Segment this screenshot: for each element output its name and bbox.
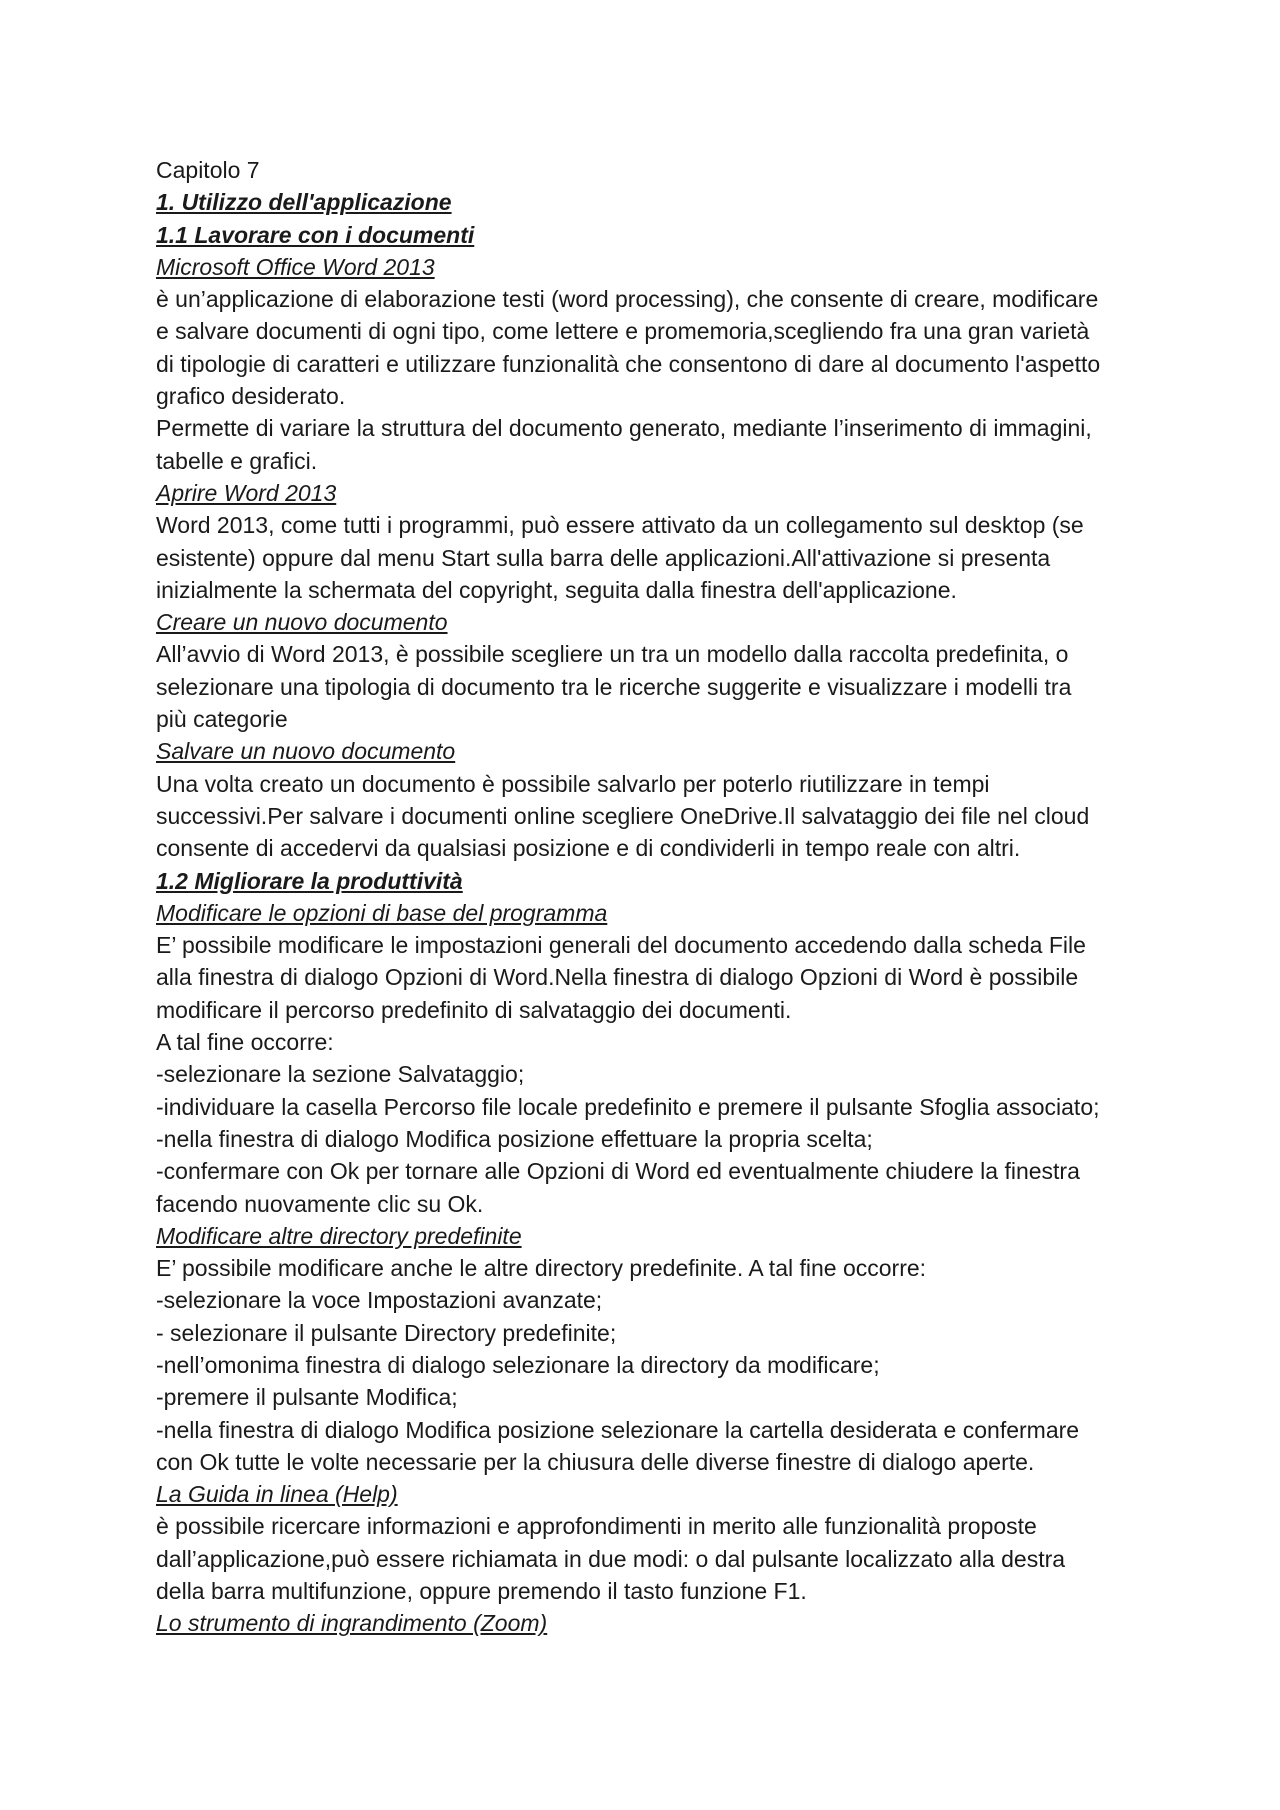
subheading-guida-in-linea: La Guida in linea (Help): [156, 1481, 398, 1508]
text-line: All’avvio di Word 2013, è possibile scegliere un tra un modello dalla raccolta predefinita, o: [156, 641, 1069, 668]
text-line: A tal fine occorre:: [156, 1029, 334, 1056]
text-line: E’ possibile modificare anche le altre directory predefinite. A tal fine occorre:: [156, 1255, 927, 1282]
subheading-aprire-word: Aprire Word 2013: [156, 479, 337, 506]
text-line: successivi.Per salvare i documenti online scegliere OneDrive.Il salvataggio dei file nel cloud: [156, 802, 1090, 829]
text-line: dall’applicazione,può essere richiamata in due modi: o dal pulsante localizzato alla destra: [156, 1545, 1066, 1572]
text-line: modificare il percorso predefinito di salvataggio dei documenti.: [156, 996, 792, 1023]
text-line: esistente) oppure dal menu Start sulla barra delle applicazioni.All'attivazione si presenta: [156, 544, 1051, 571]
text-line: inizialmente la schermata del copyright, seguita dalla finestra dell'applicazione.: [156, 576, 957, 603]
text-line: alla finestra di dialogo Opzioni di Word.Nella finestra di dialogo Opzioni di Word è possibile: [156, 964, 1079, 991]
subheading-salvare-documento: Salvare un nuovo documento: [156, 738, 456, 765]
text-line: Permette di variare la struttura del documento generato, mediante l’inserimento di immagini,: [156, 415, 1092, 442]
text-line: -nella finestra di dialogo Modifica posizione effettuare la propria scelta;: [156, 1125, 873, 1152]
text-line: è possibile ricercare informazioni e approfondimenti in merito alle funzionalità proposte: [156, 1513, 1037, 1540]
subheading-opzioni-base: Modificare le opzioni di base del programma: [156, 899, 608, 926]
subheading-word-2013: Microsoft Office Word 2013: [156, 253, 435, 280]
text-line: più categorie: [156, 706, 288, 733]
text-line: tabelle e grafici.: [156, 447, 318, 474]
paragraph-salvare-documento: [156, 768, 1156, 865]
paragraph-opzioni-base: [156, 929, 1156, 1220]
text-line: grafico desiderato.: [156, 383, 346, 410]
subheading-creare-documento: Creare un nuovo documento: [156, 609, 448, 636]
text-line: -selezionare la sezione Salvataggio;: [156, 1061, 525, 1088]
text-line: della barra multifunzione, oppure premendo il tasto funzione F1.: [156, 1578, 807, 1605]
chapter-label: Capitolo 7: [156, 157, 260, 183]
text-line: e salvare documenti di ogni tipo, come lettere e promemoria,scegliendo fra una gran varietà: [156, 318, 1090, 345]
text-line: -confermare con Ok per tornare alle Opzioni di Word ed eventualmente chiudere la finestra: [156, 1158, 1080, 1185]
paragraph-altre-directory: [156, 1252, 1156, 1478]
document-page: [156, 154, 1156, 1640]
text-line: consente di accedervi da qualsiasi posizione e di condividerli in tempo reale con altri.: [156, 835, 1021, 862]
paragraph-creare-documento: [156, 638, 1156, 735]
text-line: facendo nuovamente clic su Ok.: [156, 1190, 484, 1217]
heading-lavorare-documenti: 1.1 Lavorare con i documenti: [156, 221, 475, 248]
heading-utilizzo: 1. Utilizzo dell'applicazione: [156, 189, 452, 216]
text-line: di tipologie di caratteri e utilizzare funzionalità che consentono di dare al documento l'aspetto: [156, 350, 1101, 377]
text-line: Word 2013, come tutti i programmi, può essere attivato da un collegamento sul desktop (se: [156, 512, 1084, 539]
subheading-altre-directory: Modificare altre directory predefinite: [156, 1222, 522, 1249]
text-line: -selezionare la voce Impostazioni avanzate;: [156, 1287, 603, 1314]
text-line: - selezionare il pulsante Directory predefinite;: [156, 1319, 617, 1346]
paragraph-guida-in-linea: [156, 1510, 1156, 1607]
text-line: con Ok tutte le volte necessarie per la chiusura delle diverse finestre di dialogo aperte.: [156, 1448, 1035, 1475]
paragraph-word-2013: [156, 283, 1156, 477]
heading-migliorare-produttivita: 1.2 Migliorare la produttività: [156, 867, 463, 894]
text-line: -nella finestra di dialogo Modifica posizione selezionare la cartella desiderata e confermare: [156, 1416, 1080, 1443]
text-line: -nell’omonima finestra di dialogo selezionare la directory da modificare;: [156, 1351, 880, 1378]
text-line: selezionare una tipologia di documento tra le ricerche suggerite e visualizzare i modelli tra: [156, 673, 1072, 700]
text-line: -premere il pulsante Modifica;: [156, 1384, 458, 1411]
paragraph-aprire-word: [156, 509, 1156, 606]
text-line: è un’applicazione di elaborazione testi (word processing), che consente di creare, modificare: [156, 286, 1099, 313]
text-line: Una volta creato un documento è possibile salvarlo per poterlo riutilizzare in tempi: [156, 770, 990, 797]
subheading-zoom: Lo strumento di ingrandimento (Zoom): [156, 1610, 548, 1637]
text-line: -individuare la casella Percorso file locale predefinito e premere il pulsante Sfoglia associato;: [156, 1093, 1100, 1120]
text-line: E’ possibile modificare le impostazioni generali del documento accedendo dalla scheda File: [156, 932, 1086, 959]
